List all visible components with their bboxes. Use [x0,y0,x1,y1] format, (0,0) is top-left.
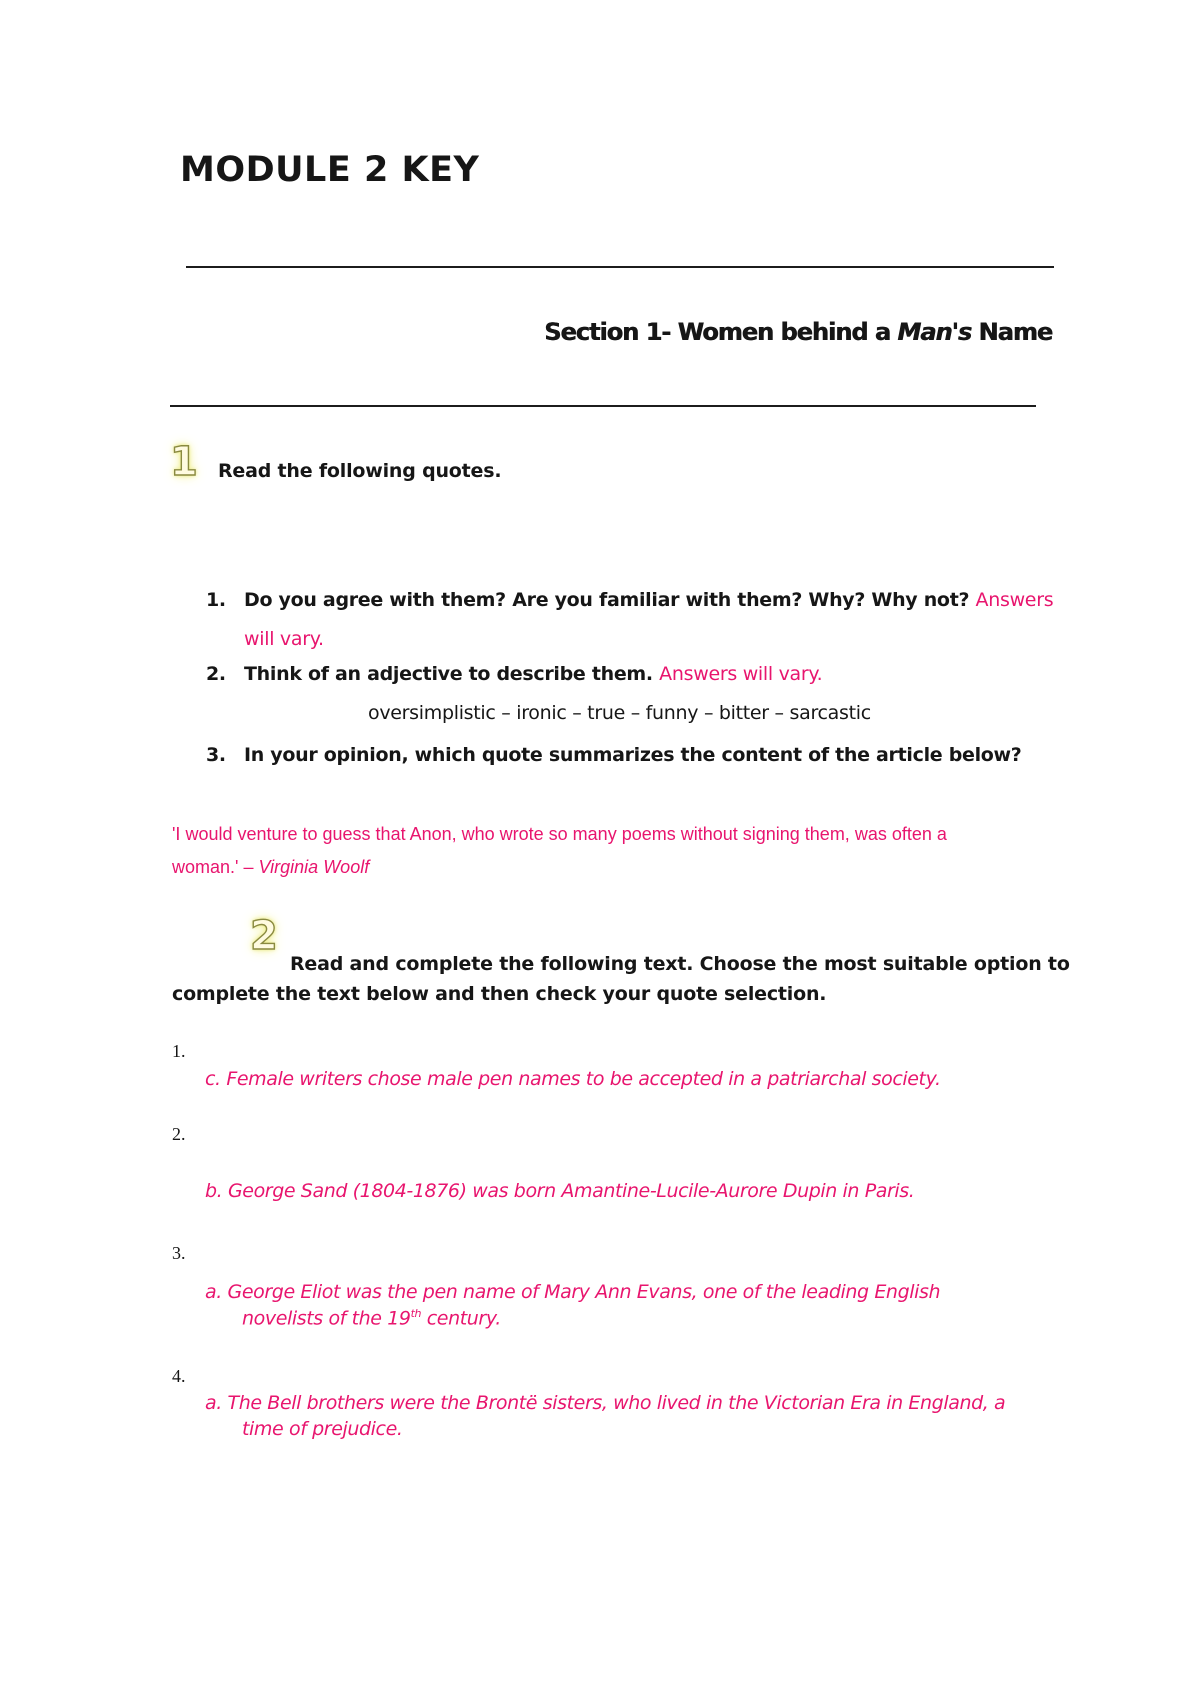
question-3 [206,744,1022,766]
quote-author: Virginia Woolf [258,857,370,877]
item-3-superscript: th [410,1307,422,1320]
question-1-answer-b: will vary. [244,628,324,650]
item-1-letter: c. [205,1068,221,1090]
item-3-text: George Eliot was the pen name of Mary Ann Evans, one of the leading English [227,1281,941,1303]
exercise2-instruction-line1: Read and complete the following text. Choose the most suitable option to [290,953,1070,975]
quote-line-2 [172,857,369,878]
section-divider [170,405,1036,407]
item-4-answer-line1 [205,1392,1005,1414]
question-2-number: 2. [206,663,226,685]
page-title: MODULE 2 KEY [180,150,480,190]
section-name-italic: Man's [897,318,972,346]
item-3-number: 3. [172,1243,186,1263]
question-1-answer-a: Answers [975,589,1054,611]
section-name-part2: Name [971,318,1052,346]
quote-line-1: 'I would venture to guess that Anon, who wrote so many poems without signing them, was often a [172,824,947,844]
question-1 [206,581,1056,659]
item-4-number: 4. [172,1366,186,1386]
question-2 [206,663,822,685]
item-3-text-2b: century. [421,1307,501,1330]
question-1-number: 1. [206,589,226,611]
section-name-part1: Women behind a [677,318,898,346]
adjective-options: oversimplistic – ironic – true – funny – bitter – sarcastic [368,702,871,724]
exercise2-instruction-line2: complete the text below and then check your quote selection. [172,983,827,1005]
item-4-letter: a. [205,1392,222,1414]
item-1-number: 1. [172,1041,186,1061]
item-4-text: The Bell brothers were the Brontë sisters, who lived in the Victorian Era in England, a [227,1392,1006,1414]
number-badge-2-icon: 2 [250,913,278,959]
question-1-text: Do you agree with them? Are you familiar with them? Why? Why not? [244,589,970,611]
quote-text-end: woman.' – [172,857,259,877]
item-1-text: Female writers chose male pen names to be accepted in a patriarchal society. [226,1068,941,1090]
item-3-answer-line2 [242,1307,501,1329]
number-badge-1-icon: 1 [170,439,198,485]
section-title [544,318,1052,346]
item-1-answer [205,1068,941,1090]
question-3-number: 3. [206,744,226,766]
item-2-text: George Sand (1804-1876) was born Amantine-Lucile-Aurore Dupin in Paris. [227,1180,915,1202]
section-prefix: Section 1- [544,318,678,346]
question-3-text: In your opinion, which quote summarizes the content of the article below? [244,744,1022,766]
item-2-number: 2. [172,1124,186,1144]
item-2-letter: b. [205,1180,223,1202]
top-divider [186,266,1054,268]
item-2-answer [205,1180,914,1202]
question-2-answer: Answers will vary. [659,663,823,685]
item-3-answer-line1 [205,1281,940,1303]
item-3-letter: a. [205,1281,222,1303]
question-2-text: Think of an adjective to describe them. [244,663,653,685]
exercise1-instruction: Read the following quotes. [218,460,502,482]
item-3-text-2a: novelists of the 19 [242,1307,411,1330]
item-4-answer-line2: time of prejudice. [242,1418,403,1440]
